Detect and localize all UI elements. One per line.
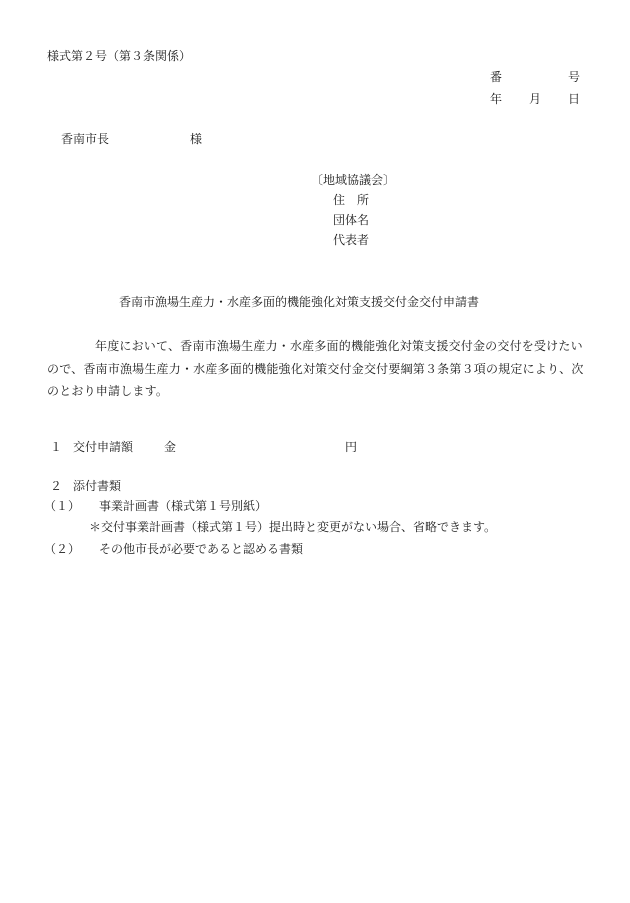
applicant-org-type: 〔地域協議会〕 xyxy=(311,173,396,187)
date-year: 年 xyxy=(490,92,503,106)
addressee-honorific: 様 xyxy=(190,132,203,146)
sub2-number: （２） xyxy=(44,542,81,556)
item1-number: １ xyxy=(50,440,63,454)
sub1-number: （１） xyxy=(44,499,81,513)
applicant-group-label: 団体名 xyxy=(333,213,370,227)
date-month: 月 xyxy=(529,92,542,106)
body-paragraph: 年度において、香南市漁場生産力・水産多面的機能強化対策支援交付金の交付を受けたいので、香南市漁場生産力・水産多面的機能強化対策交付金交付要綱第３条第３項の規定により、次のとおり申請します。 xyxy=(47,339,584,398)
document-title: 香南市漁場生産力・水産多面的機能強化対策支援交付金交付申請書 xyxy=(119,295,480,309)
form-label: 様式第２号（第３条関係） xyxy=(47,49,192,63)
item2-number: ２ xyxy=(50,479,63,493)
sub2-text: その他市長が必要であると認める書類 xyxy=(99,542,304,556)
sub1-note: ＊交付事業計画書（様式第１号）提出時と変更がない場合、省略できます。 xyxy=(89,520,497,534)
sub1-text: 事業計画書（様式第１号別紙） xyxy=(99,499,268,513)
number-label: 番 xyxy=(490,70,503,84)
addressee-name: 香南市長 xyxy=(61,132,110,146)
item2-label: 添付書類 xyxy=(73,479,122,493)
number-suffix: 号 xyxy=(568,70,581,84)
applicant-address-label: 住 所 xyxy=(333,193,370,207)
applicant-rep-label: 代表者 xyxy=(333,233,370,247)
item1-kin: 金 xyxy=(164,440,177,454)
date-day: 日 xyxy=(568,92,581,106)
item1-label: 交付申請額 xyxy=(73,440,134,454)
item1-yen: 円 xyxy=(345,440,358,454)
